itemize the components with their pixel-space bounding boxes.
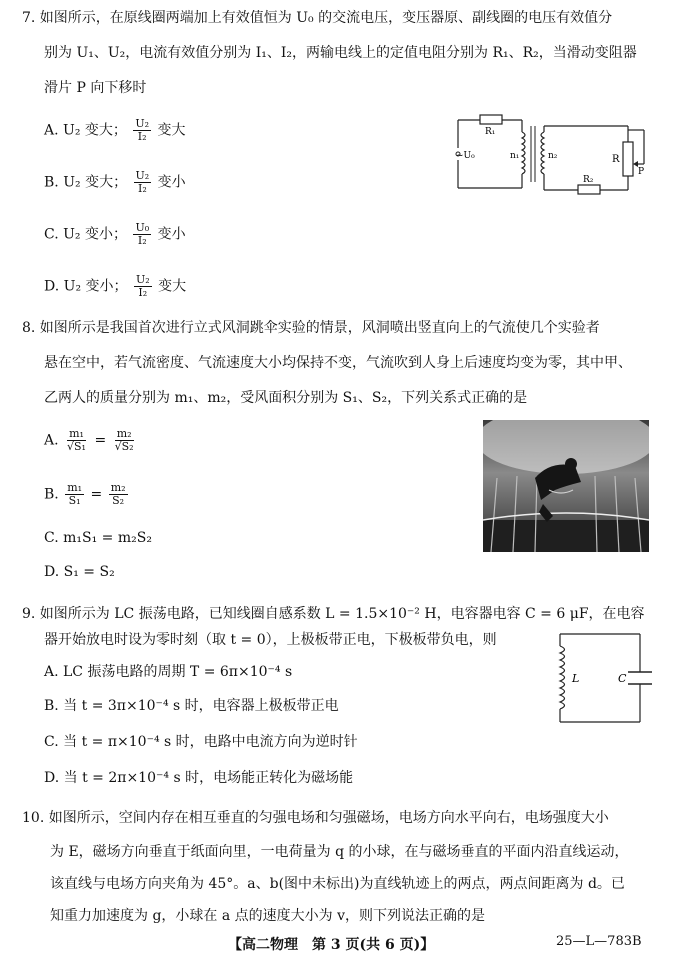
fraction	[65, 482, 84, 507]
q9-option-d: D. 当 t = 2π×10⁻⁴ s 时，电场能正转化为磁场能	[44, 770, 354, 786]
q7-option-a	[44, 118, 185, 143]
fraction	[113, 428, 136, 453]
fraction	[133, 118, 151, 143]
q8-option-a	[44, 428, 138, 453]
fraction-num: U₂	[135, 117, 150, 130]
fraction	[134, 170, 152, 195]
option-prefix: U₂ 变小；	[63, 278, 128, 295]
q9-line-1: 9. 如图所示为 LC 振荡电路，已知线圈自感系数 L = 1.5×10⁻² H，电容器电容 C = 6 μF，在电容	[22, 606, 645, 622]
q10-line-3: 该直线与电场方向夹角为 45°。a、b(图中未标出)为直线轨迹上的两点，两点间距离为 d。已	[50, 876, 625, 892]
option-letter: B.	[44, 174, 59, 191]
q7-option-c	[44, 222, 186, 247]
fraction-den: I₂	[137, 182, 147, 195]
fraction-den: I₂	[137, 130, 147, 143]
option-suffix: 变大	[157, 122, 186, 139]
label-p: P	[638, 167, 645, 177]
label-r2: R₂	[583, 175, 594, 185]
fraction-num: m₁	[67, 481, 83, 494]
equals-sign: =	[90, 486, 103, 503]
fraction-num: m₂	[110, 481, 126, 494]
lc-circuit-diagram	[544, 628, 654, 728]
exam-code: 25—L—783B	[556, 934, 642, 949]
q7-line-3: 滑片 P 向下移时	[44, 80, 147, 96]
q9-option-a: A. LC 振荡电路的周期 T = 6π×10⁻⁴ s	[44, 664, 293, 680]
option-letter: C.	[44, 530, 59, 546]
equals-sign: =	[94, 432, 107, 449]
option-suffix: 变小	[157, 226, 186, 243]
label-n1: n₁	[510, 151, 520, 161]
label-l: L	[572, 672, 580, 685]
page-footer: 【高二物理 第 3 页(共 6 页)】	[228, 937, 435, 953]
transformer-circuit-diagram	[452, 112, 664, 204]
q7-option-d	[44, 274, 186, 299]
q7-line-1: 7. 如图所示，在原线圈两端加上有效值恒为 U₀ 的交流电压，变压器原、副线圈的电压有效值分	[22, 10, 613, 26]
option-prefix: U₂ 变大；	[63, 122, 127, 139]
fraction-num: m₁	[69, 427, 84, 440]
label-u0: ~U₀	[456, 151, 475, 161]
option-prefix: U₂ 变大；	[63, 174, 128, 191]
fraction	[134, 274, 152, 299]
q7-option-b	[44, 170, 186, 195]
q10-line-1: 10. 如图所示，空间内存在相互垂直的匀强电场和匀强磁场，电场方向水平向右，电场强度大小	[22, 810, 609, 826]
option-suffix: 变大	[158, 278, 187, 295]
q8-line-3: 乙两人的质量分别为 m₁、m₂，受风面积分别为 S₁、S₂，下列关系式正确的是	[44, 390, 528, 406]
q9-option-b: B. 当 t = 3π×10⁻⁴ s 时，电容器上极板带正电	[44, 698, 339, 714]
option-letter: D.	[44, 564, 60, 580]
fraction	[65, 428, 88, 453]
q10-line-2: 为 E，磁场方向垂直于纸面向里，一电荷量为 q 的小球，在与磁场垂直的平面内沿直线运动，	[50, 844, 629, 860]
q9-line-2: 器开始放电时设为零时刻（取 t = 0），上极板带正电，下极板带负电，则	[44, 632, 497, 648]
q8-line-2: 悬在空中，若气流密度、气流速度大小均保持不变，气流吹到人身上后速度均变为零，其中甲、	[44, 355, 632, 371]
fraction-den: I₂	[137, 234, 147, 247]
option-letter: C.	[44, 226, 59, 243]
option-letter: D.	[44, 278, 60, 295]
fraction-num: m₂	[116, 427, 132, 440]
q8-option-d	[44, 562, 115, 582]
q8-option-b	[44, 482, 130, 507]
fraction-num: U₂	[135, 273, 150, 286]
label-c: C	[618, 672, 627, 685]
fraction-den: S₁	[68, 494, 81, 507]
q8-option-c	[44, 528, 152, 548]
fraction-den: √S₂	[114, 440, 134, 453]
fraction-num: U₀	[135, 221, 150, 234]
option-text: m₁S₁ = m₂S₂	[63, 530, 152, 546]
q10-line-4: 知重力加速度为 g，小球在 a 点的速度大小为 v，则下列说法正确的是	[50, 908, 486, 924]
option-letter: A.	[44, 432, 59, 449]
q9-option-c: C. 当 t = π×10⁻⁴ s 时，电路中电流方向为逆时针	[44, 734, 358, 750]
option-letter: A.	[44, 122, 59, 139]
q7-line-2: 别为 U₁、U₂，电流有效值分别为 I₁、I₂，两输电线上的定值电阻分别为 R₁、R₂，当滑动变阻器	[44, 45, 637, 61]
fraction-den: I₂	[138, 286, 148, 299]
label-n2: n₂	[548, 151, 558, 161]
fraction	[109, 482, 128, 507]
fraction-den: S₂	[112, 494, 125, 507]
fraction-num: U₂	[135, 169, 150, 182]
q8-line-1: 8. 如图所示是我国首次进行立式风洞跳伞实验的情景，风洞喷出竖直向上的气流使几个实验者	[22, 320, 600, 336]
option-letter: B.	[44, 486, 59, 503]
option-prefix: U₂ 变小；	[63, 226, 127, 243]
option-suffix: 变小	[157, 174, 186, 191]
fraction	[133, 222, 151, 247]
label-r: R	[612, 154, 620, 165]
fraction-den: √S₁	[67, 440, 86, 453]
label-r1: R₁	[485, 127, 496, 137]
option-text: S₁ = S₂	[63, 564, 115, 580]
wind-tunnel-photo	[483, 420, 649, 552]
